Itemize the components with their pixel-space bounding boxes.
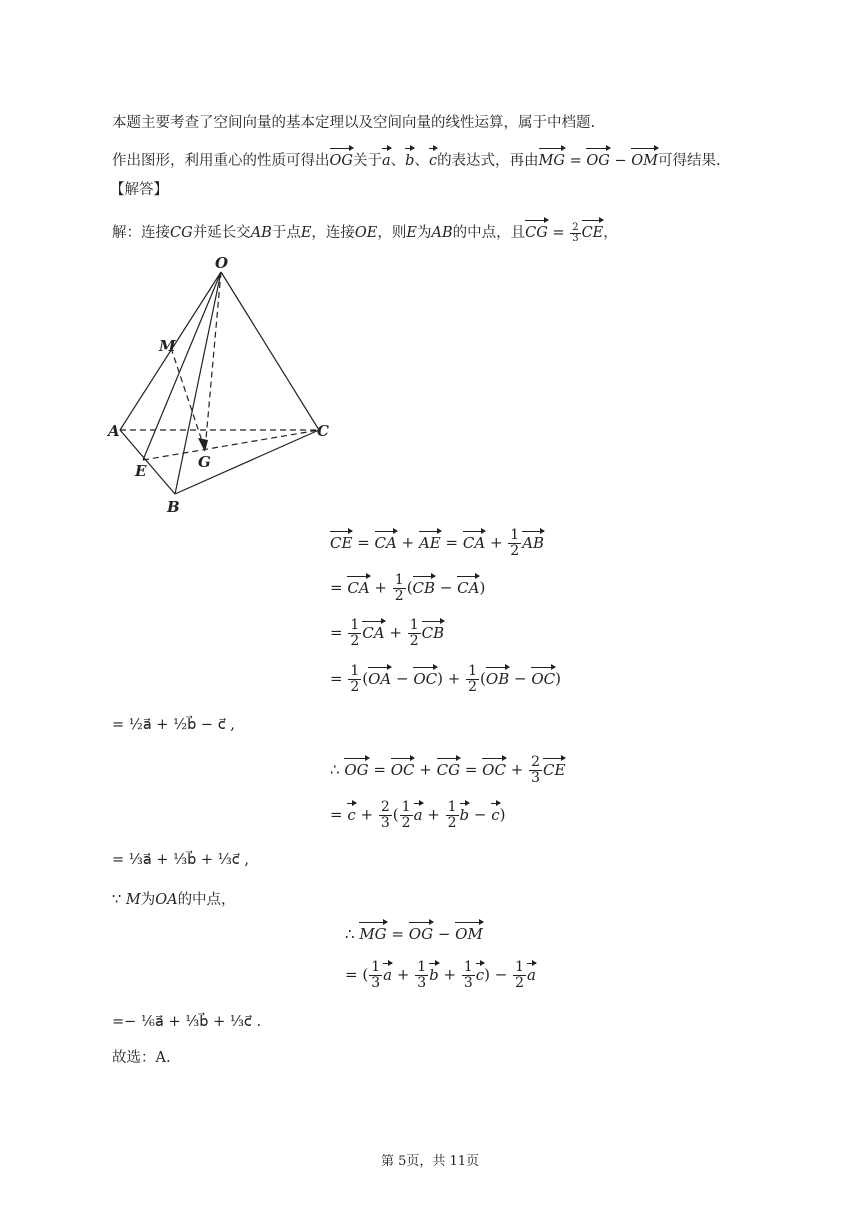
edge-OE xyxy=(143,272,221,460)
edge-MG xyxy=(171,348,205,450)
intro-line-2: 作出图形，利用重心的性质可得出OG关于a、b、c的表达式，再由MG = OG − OM可得结果. xyxy=(112,146,721,171)
label-O: O xyxy=(215,254,229,272)
eq-ce-1: CE = CA + AE = CA + $\frac{1}{2}$ AB xyxy=(330,527,545,559)
eq-og-2: = c + $\frac{2}{3}$ ( $\frac{1}{2}$ a + $\frac{1}{2}$ b − c) xyxy=(330,799,506,831)
because-line: ∵ M为OA的中点， xyxy=(112,892,236,908)
label-G: G xyxy=(198,453,211,471)
edge-EC xyxy=(143,430,319,460)
final-result: =− ⅙a⃗ + ⅓b⃗ + ⅓c⃗ . xyxy=(112,1014,262,1030)
label-M: M xyxy=(159,337,176,355)
edge-OC xyxy=(221,272,319,430)
page-footer: 第 5页，共 11页 xyxy=(380,1154,480,1169)
eq-ce-3: = $\frac{1}{2}$ CA + $\frac{1}{2}$ CB xyxy=(330,617,445,649)
edge-BC xyxy=(175,430,319,494)
choice-line: 故选：A. xyxy=(112,1050,171,1066)
eq-mg-1: ∴ MG = OG − OM xyxy=(345,920,483,943)
intro-line-1: 本题主要考查了空间向量的基本定理以及空间向量的线性运算，属于中档题. xyxy=(112,115,596,131)
label-B: B xyxy=(167,498,180,516)
edge-OG xyxy=(205,272,221,450)
edge-AB xyxy=(120,430,175,494)
eq-ce-4: = $\frac{1}{2}$ (OA − OC) + $\frac{1}{2}$ (OB − OC) xyxy=(330,663,561,695)
solution-line: 解：连接CG并延长交AB于点E，连接OE，则E为AB的中点，且CG = $\frac{2}{3}$ CE， xyxy=(112,218,618,244)
label-E: E xyxy=(135,462,147,480)
label-A: A xyxy=(108,422,120,440)
result-ce: = ½a⃗ + ½b⃗ − c⃗ , xyxy=(112,717,235,733)
answer-heading: 【解答】 xyxy=(110,182,168,198)
eq-og-1: ∴ OG = OC + CG = OC + $\frac{2}{3}$ CE xyxy=(330,754,566,786)
eq-mg-2: = ( $\frac{1}{3}$ a + $\frac{1}{3}$ b + $\frac{1}{3}$ c) − $\frac{1}{2}$ a xyxy=(345,959,536,991)
eq-ce-2: = CA + $\frac{1}{2}$ (CB − CA) xyxy=(330,572,486,604)
result-og: = ⅓a⃗ + ⅓b⃗ + ⅓c⃗ , xyxy=(112,852,249,868)
tetrahedron-figure xyxy=(105,252,345,517)
label-C: C xyxy=(317,422,329,440)
